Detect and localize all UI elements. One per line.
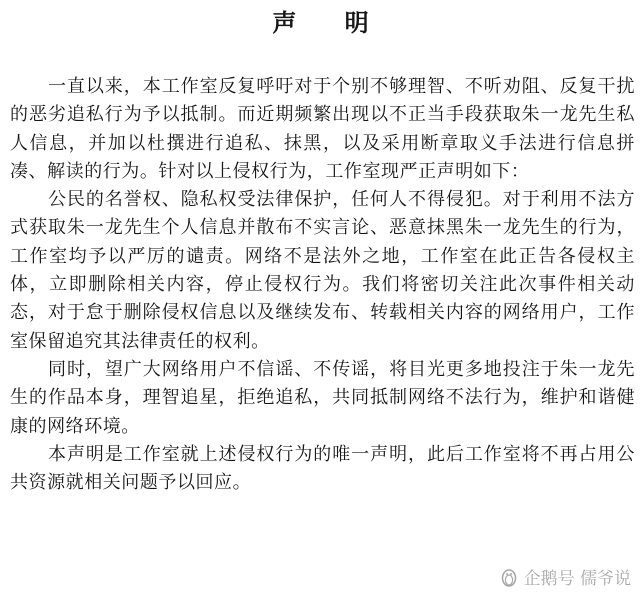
paragraph-legal-rights: 公民的名誉权、隐私权受法律保护，任何人不得侵犯。对于利用不法方式获取朱一龙先生个人信息并散布不实言论、恶意抹黑朱一龙先生的行为，工作室均予以严厉的谴责。网络不是法外之地，工作室在此正告各侵权主体，立即删除相关内容，停止侵权行为。我们将密切关注此次事件相关动态，对于怠于删除侵权信息以及继续发布、转载相关内容的网络用户，工作室保留追究其法律责任的权利。 xyxy=(10,189,635,352)
watermark-text: 企鹅号 儒爷说 xyxy=(523,569,631,589)
document-body xyxy=(10,73,635,497)
paragraph-closing: 本声明是工作室就上述侵权行为的唯一声明，此后工作室将不再占用公共资源就相关问题予以回应。 xyxy=(10,443,635,494)
paragraph-appeal: 同时，望广大网络用户不信谣、不传谣，将目光更多地投注于朱一龙先生的作品本身，理智追星，拒绝追私，共同抵制网络不法行为，维护和谐健康的网络环境。 xyxy=(10,358,635,437)
watermark xyxy=(500,564,631,589)
penguin-logo-icon xyxy=(500,567,518,587)
document-title: 声 明 xyxy=(272,8,389,37)
paragraph-intro: 一直以来，本工作室反复呼吁对于个别不够理智、不听劝阻、反复干扰的恶劣追私行为予以抵制。而近期频繁出现以不正当手段获取朱一龙先生私人信息，并加以杜撰进行追私、抹黑，以及采用断章取义手法进行信息拼凑、解读的行为。针对以上侵权行为，工作室现严正声明如下： xyxy=(10,76,635,182)
